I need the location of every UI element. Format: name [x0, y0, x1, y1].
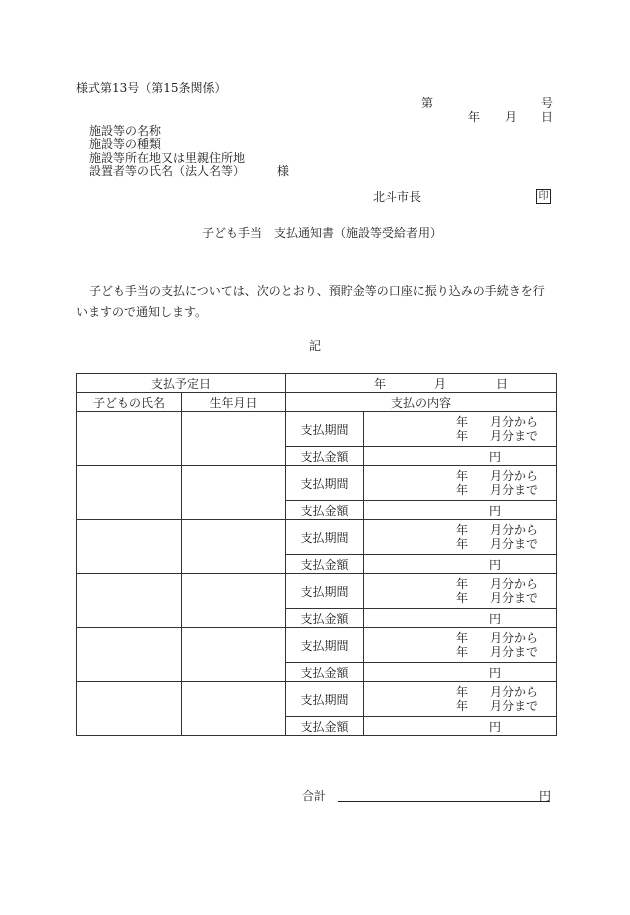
- amount-yen: 円: [364, 501, 557, 520]
- child-name-cell: [77, 520, 182, 574]
- period-value: [364, 628, 557, 663]
- facility-name-label: 施設等の名称: [89, 124, 162, 138]
- total-label: 合計: [302, 789, 327, 803]
- body-text: 子ども手当の支払については、次のとおり、預貯金等の口座に振り込みの手続きを行いますので通知します。: [76, 284, 545, 319]
- doc-number-dai: 第: [421, 96, 434, 110]
- to-nen: 年: [456, 429, 469, 443]
- from-nen: 年: [456, 523, 469, 537]
- date-nen: 年: [468, 110, 481, 124]
- to-nen: 年: [456, 483, 469, 497]
- amount-yen: 円: [364, 447, 557, 466]
- amount-label: 支払金額: [286, 501, 364, 520]
- from-text: 月分から: [490, 415, 539, 429]
- seal-mark: 印: [536, 189, 551, 204]
- period-label: 支払期間: [286, 520, 364, 555]
- period-label: 支払期間: [286, 682, 364, 717]
- facility-type-label: 施設等の種類: [89, 137, 162, 151]
- amount-yen: 円: [364, 663, 557, 682]
- child-name-cell: [77, 628, 182, 682]
- issuer-title: 北斗市長: [373, 190, 422, 204]
- period-value: [364, 574, 557, 609]
- from-nen: 年: [456, 415, 469, 429]
- from-text: 月分から: [490, 469, 539, 483]
- to-nen: 年: [456, 537, 469, 551]
- form-number: 様式第13号（第15条関係）: [76, 81, 227, 95]
- scheduled-date-tsuki: 月: [434, 376, 447, 391]
- amount-yen: 円: [364, 609, 557, 628]
- sama-label: 様: [277, 164, 290, 178]
- date-tsuki: 月: [505, 110, 518, 124]
- total-yen: 円: [539, 789, 552, 803]
- to-text: 月分まで: [490, 645, 539, 659]
- total-underline: [338, 801, 550, 802]
- to-text: 月分まで: [490, 537, 539, 551]
- from-nen: 年: [456, 469, 469, 483]
- child-name-cell: [77, 574, 182, 628]
- amount-label: 支払金額: [286, 663, 364, 682]
- period-label: 支払期間: [286, 628, 364, 663]
- scheduled-date-nen: 年: [374, 376, 387, 391]
- amount-label: 支払金額: [286, 609, 364, 628]
- birthdate-cell: [182, 412, 286, 466]
- amount-yen: 円: [364, 717, 557, 736]
- from-nen: 年: [456, 631, 469, 645]
- scheduled-date-label: 支払予定日: [77, 374, 286, 393]
- header-payment-content: 支払の内容: [286, 393, 557, 412]
- document-title: 子ども手当 支払通知書（施設等受給者用）: [202, 226, 443, 240]
- to-text: 月分まで: [490, 591, 539, 605]
- birthdate-cell: [182, 466, 286, 520]
- from-text: 月分から: [490, 577, 539, 591]
- amount-label: 支払金額: [286, 717, 364, 736]
- from-text: 月分から: [490, 685, 539, 699]
- period-label: 支払期間: [286, 466, 364, 501]
- period-label: 支払期間: [286, 574, 364, 609]
- to-text: 月分まで: [490, 429, 539, 443]
- child-name-cell: [77, 412, 182, 466]
- ki-label: 記: [309, 339, 322, 353]
- amount-label: 支払金額: [286, 555, 364, 574]
- scheduled-date-value: [286, 374, 557, 393]
- child-name-cell: [77, 466, 182, 520]
- facility-address-label: 施設等所在地又は里親住所地: [89, 151, 246, 165]
- to-nen: 年: [456, 699, 469, 713]
- from-text: 月分から: [490, 523, 539, 537]
- from-nen: 年: [456, 685, 469, 699]
- amount-yen: 円: [364, 555, 557, 574]
- to-text: 月分まで: [490, 699, 539, 713]
- establisher-name-label: 設置者等の氏名（法人名等）: [89, 164, 246, 178]
- date-hi: 日: [541, 110, 554, 124]
- doc-number-go: 号: [541, 96, 554, 110]
- birthdate-cell: [182, 682, 286, 736]
- period-label: 支払期間: [286, 412, 364, 447]
- birthdate-cell: [182, 574, 286, 628]
- scheduled-date-hi: 日: [496, 376, 509, 391]
- header-child-name: 子どもの氏名: [77, 393, 182, 412]
- to-text: 月分まで: [490, 483, 539, 497]
- from-nen: 年: [456, 577, 469, 591]
- from-text: 月分から: [490, 631, 539, 645]
- amount-label: 支払金額: [286, 447, 364, 466]
- period-value: [364, 466, 557, 501]
- period-value: [364, 520, 557, 555]
- birthdate-cell: [182, 520, 286, 574]
- period-value: [364, 412, 557, 447]
- payment-table: [76, 373, 557, 736]
- birthdate-cell: [182, 628, 286, 682]
- header-birthdate: 生年月日: [182, 393, 286, 412]
- to-nen: 年: [456, 591, 469, 605]
- period-value: [364, 682, 557, 717]
- to-nen: 年: [456, 645, 469, 659]
- child-name-cell: [77, 682, 182, 736]
